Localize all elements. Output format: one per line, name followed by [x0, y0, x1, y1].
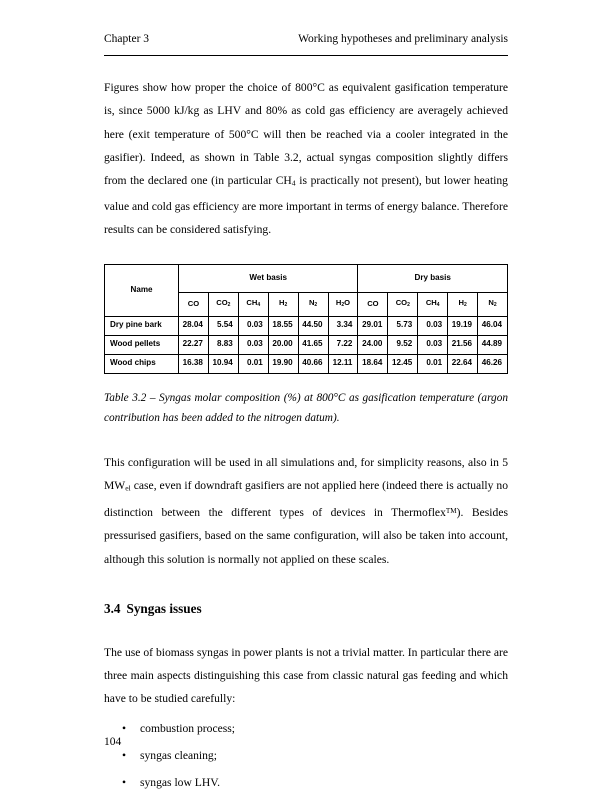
section-number: 3.4 — [104, 600, 121, 616]
cell-value: 18.64 — [358, 354, 388, 373]
column-header-name: Name — [105, 264, 179, 316]
formula-subscript: 4 — [257, 302, 261, 309]
formula-subscript: 2 — [463, 302, 467, 309]
column-header-dry-n2 — [478, 292, 508, 316]
para2-segment-3: ). Besides pressurised gasifiers, based on the same configuration, will also be taken into account, although this solution is normally not applied on these scales. — [104, 506, 508, 566]
table-row — [105, 335, 508, 354]
cell-value: 41.65 — [298, 335, 328, 354]
para1-segment-1: Figures show how proper the choice of 800 — [104, 81, 313, 94]
header-chapter-label: Chapter 3 — [104, 33, 150, 45]
cell-value: 0.03 — [418, 316, 448, 335]
bullet-icon: • — [122, 748, 127, 762]
cell-value: 16.38 — [179, 354, 209, 373]
syngas-composition-table — [104, 264, 508, 374]
formula-base: CO — [216, 298, 228, 308]
cell-value: 8.83 — [208, 335, 238, 354]
paragraph-configuration — [104, 451, 508, 571]
formula-base: H — [335, 298, 342, 308]
column-group-dry-basis: Dry basis — [358, 264, 508, 292]
formula-base: CO — [187, 299, 200, 309]
cell-value: 10.94 — [208, 354, 238, 373]
table-container — [104, 264, 508, 374]
column-header-wet-h2o — [328, 292, 358, 316]
column-header-wet-n2 — [298, 292, 328, 316]
table-caption — [104, 388, 508, 429]
formula-suffix: O — [344, 298, 351, 308]
section-heading — [104, 601, 508, 617]
degree-symbol: ° — [246, 127, 251, 141]
cell-value: 0.01 — [418, 354, 448, 373]
column-header-wet-co2 — [208, 292, 238, 316]
cell-value: 46.04 — [478, 316, 508, 335]
running-header — [104, 33, 508, 45]
paragraph-gasification-temperature — [104, 76, 508, 242]
list-item — [104, 771, 508, 792]
cell-value: 19.19 — [448, 316, 478, 335]
cell-value: 20.00 — [268, 335, 298, 354]
column-group-wet-basis: Wet basis — [179, 264, 358, 292]
formula-base: H — [458, 298, 464, 308]
section-title: Syngas issues — [126, 600, 202, 616]
bullet-icon: • — [122, 776, 127, 790]
formula-subscript: 2 — [407, 302, 410, 309]
cell-value: 46.26 — [478, 354, 508, 373]
cell-value: 44.89 — [478, 335, 508, 354]
formula-subscript: 2 — [493, 302, 497, 309]
para1-segment-2: C as equivalent gasification temperature is, since 5000 kJ/kg as LHV and 80% as cold gas efficiency are averagely achieved here (exit temperature of 500 — [104, 81, 508, 141]
row-header-fuel-name: Wood chips — [105, 354, 179, 373]
cell-value: 12.45 — [388, 354, 418, 373]
list-item — [104, 717, 508, 740]
formula-subscript: 2 — [227, 302, 231, 309]
list-item-label: syngas low LHV. — [140, 776, 220, 790]
column-header-dry-co2 — [388, 292, 418, 316]
cell-value: 9.52 — [388, 335, 418, 354]
header-rule-divider — [104, 55, 508, 56]
list-item-label: combustion process; — [140, 721, 235, 735]
formula-base: CO — [367, 299, 379, 309]
page-number: 104 — [104, 736, 122, 748]
cell-value: 24.00 — [358, 335, 388, 354]
row-header-fuel-name: Wood pellets — [105, 335, 179, 354]
formula-subscript: 4 — [436, 302, 440, 309]
cell-value: 40.66 — [298, 354, 328, 373]
paragraph-syngas-issues-intro: The use of biomass syngas in power plants is not a trivial matter. In particular there are three main aspects distinguishing this case from classic natural gas feeding and which have to be studied carefully: — [104, 645, 508, 706]
cell-value: 3.34 — [328, 316, 358, 335]
row-header-fuel-name: Dry pine bark — [105, 316, 179, 335]
cell-value: 7.22 — [328, 335, 358, 354]
para2-segment-1: This configuration will be used in all simulations and, for simplicity reasons, also in 5 MW — [104, 455, 508, 493]
degree-symbol: ° — [312, 81, 318, 94]
cell-value: 5.73 — [388, 316, 418, 335]
table-head — [105, 264, 508, 316]
column-header-wet-co — [179, 292, 209, 316]
page-content — [104, 76, 508, 792]
para2-segment-2: case, even if downdraft gasifiers are not applied here (indeed there is actually no distinction between the different types of devices in Thermoflex — [104, 479, 508, 520]
header-chapter-title: Working hypotheses and preliminary analysis — [298, 33, 508, 45]
formula-subscript: 2 — [314, 302, 318, 309]
column-header-dry-co — [358, 292, 388, 316]
cell-value: 22.27 — [179, 335, 209, 354]
spacer — [104, 429, 508, 451]
formula-subscript: 2 — [341, 302, 345, 309]
cell-value: 5.54 — [208, 316, 238, 335]
formula-base: N — [488, 298, 494, 308]
formula-base: N — [308, 298, 315, 308]
bullet-icon: • — [122, 721, 127, 735]
para1-segment-3: C will then be reached via a cooler integrated in the gasifier). Indeed, as shown in Table 3.2, actual syngas composition slightly differs from the declared one (in particular CH — [104, 127, 508, 188]
table-header-row-groups — [105, 264, 508, 292]
cell-value: 0.03 — [238, 316, 268, 335]
cell-value: 28.04 — [179, 316, 209, 335]
column-header-dry-h2 — [448, 292, 478, 316]
formula-subscript: 2 — [284, 302, 288, 309]
cell-value: 18.55 — [268, 316, 298, 335]
cell-value: 0.03 — [238, 335, 268, 354]
list-item — [104, 744, 508, 767]
column-header-wet-h2 — [268, 292, 298, 316]
spacer — [104, 617, 508, 641]
column-header-wet-ch4 — [238, 292, 268, 316]
methane-subscript: 4 — [291, 178, 296, 188]
cell-value: 21.56 — [448, 335, 478, 354]
cell-value: 29.01 — [358, 316, 388, 335]
cell-value: 22.64 — [448, 354, 478, 373]
caption-segment-2: C as gasification temperature (argon contribution has been added to the nitrogen datum). — [104, 391, 508, 425]
list-item-label: syngas cleaning; — [140, 748, 217, 762]
cell-value: 44.50 — [298, 316, 328, 335]
para1-segment-4: is practically not present), but lower heating value and cold gas efficiency are more important in terms of energy balance. Therefore results can be considered satisfying. — [104, 174, 508, 237]
trademark-symbol: TM — [445, 507, 457, 516]
cell-value: 12.11 — [328, 354, 358, 373]
table-row — [105, 354, 508, 373]
table-row — [105, 316, 508, 335]
formula-base: CO — [395, 298, 408, 308]
caption-segment-1: Table 3.2 – Syngas molar composition (%) at 800 — [104, 391, 334, 404]
table-body — [105, 316, 508, 373]
formula-base: H — [279, 298, 285, 308]
cell-value: 0.03 — [418, 335, 448, 354]
spacer — [104, 571, 508, 601]
syngas-aspects-list — [104, 717, 508, 792]
formula-base: CH — [425, 298, 437, 308]
cell-value: 19.90 — [268, 354, 298, 373]
column-header-dry-ch4 — [418, 292, 448, 316]
degree-symbol: ° — [333, 391, 338, 404]
electrical-subscript: el — [125, 483, 131, 493]
formula-base: CH — [246, 298, 258, 308]
cell-value: 0.01 — [238, 354, 268, 373]
